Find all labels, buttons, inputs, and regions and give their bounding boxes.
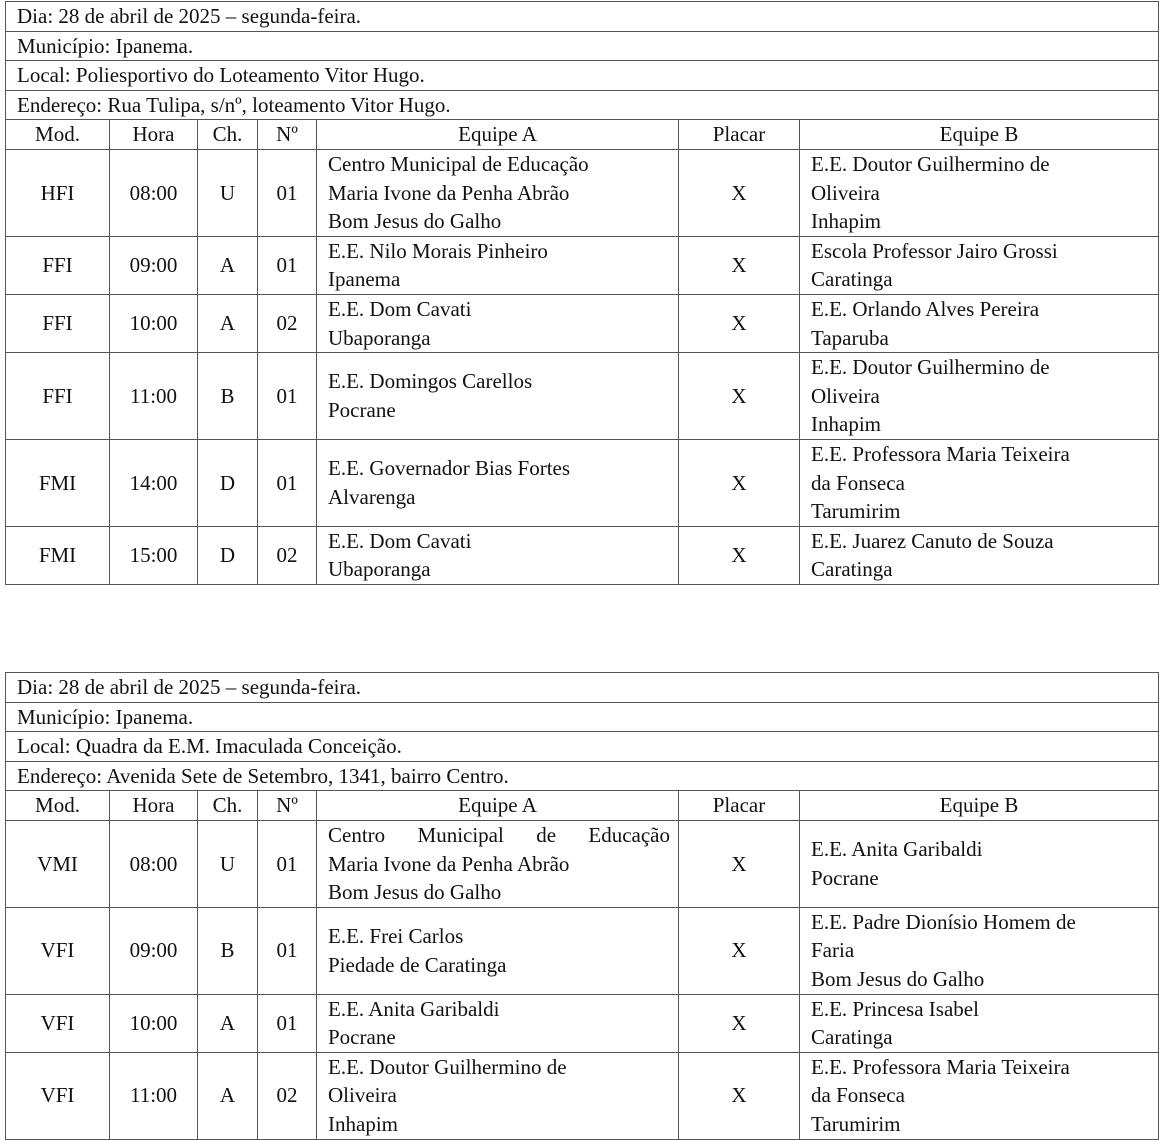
date-row: Dia: 28 de abril de 2025 – segunda-feira. (6, 673, 1159, 703)
team-name-line: E.E. Orlando Alves Pereira (811, 296, 1040, 321)
team-name-line: E.E. Professora Maria Teixeira (811, 1054, 1070, 1079)
col-header-ch: Ch. (198, 120, 258, 150)
team-b-cell (800, 236, 1159, 294)
match-row (6, 1052, 1159, 1139)
team-b-cell (800, 294, 1159, 352)
group-cell: B (198, 353, 258, 440)
modality-cell: FMI (6, 526, 110, 584)
time-cell: 11:00 (110, 353, 198, 440)
team-city: Bom Jesus do Galho (328, 209, 502, 234)
time-cell: 15:00 (110, 526, 198, 584)
municipality-row: Município: Ipanema. (6, 31, 1159, 61)
col-header-ch: Ch. (198, 791, 258, 821)
team-city: Inhapim (811, 209, 881, 234)
time-cell: 10:00 (110, 994, 198, 1052)
match-row (6, 236, 1159, 294)
team-a-cell (317, 149, 679, 236)
team-name-line: E.E. Doutor Guilhermino de (811, 151, 1050, 176)
group-cell: A (198, 994, 258, 1052)
time-cell: 09:00 (110, 236, 198, 294)
score-cell: X (679, 820, 800, 907)
team-b-cell (800, 439, 1159, 526)
team-city: Pocrane (811, 865, 879, 890)
match-number-cell: 01 (258, 820, 317, 907)
team-b-cell (800, 353, 1159, 440)
score-cell: X (679, 1052, 800, 1139)
team-city: Pocrane (328, 398, 396, 423)
team-name-line: E.E. Professora Maria Teixeira (811, 441, 1070, 466)
team-city: Caratinga (811, 1025, 893, 1050)
team-b-cell (800, 994, 1159, 1052)
match-number-cell: 01 (258, 236, 317, 294)
team-name-line: E.E. Dom Cavati (328, 296, 472, 321)
team-a-cell (317, 236, 679, 294)
municipality-row: Município: Ipanema. (6, 702, 1159, 732)
group-cell: U (198, 149, 258, 236)
match-number-cell: 01 (258, 994, 317, 1052)
team-name-line: Centro Municipal de Educação (328, 822, 670, 847)
team-city: Ipanema (328, 267, 401, 292)
modality-cell: VMI (6, 820, 110, 907)
score-cell: X (679, 907, 800, 994)
group-cell: A (198, 294, 258, 352)
team-name-line: Maria Ivone da Penha Abrão (328, 180, 570, 205)
address-row: Endereço: Avenida Sete de Setembro, 1341, bairro Centro. (6, 761, 1159, 791)
match-number-cell: 02 (258, 1052, 317, 1139)
col-header-placar: Placar (679, 791, 800, 821)
modality-cell: VFI (6, 994, 110, 1052)
match-row (6, 820, 1159, 907)
schedule-table-poliesportivo (5, 1, 1159, 585)
time-cell: 08:00 (110, 820, 198, 907)
team-city: Tarumirim (811, 1111, 901, 1136)
team-b-cell (800, 820, 1159, 907)
venue-row: Local: Quadra da E.M. Imaculada Conceição. (6, 732, 1159, 762)
team-name-line: E.E. Doutor Guilhermino de (328, 1054, 567, 1079)
score-cell: X (679, 353, 800, 440)
team-name-line: Oliveira (811, 180, 880, 205)
modality-cell: VFI (6, 907, 110, 994)
team-city: Bom Jesus do Galho (328, 880, 502, 905)
group-cell: A (198, 1052, 258, 1139)
team-a-cell (317, 907, 679, 994)
time-cell: 10:00 (110, 294, 198, 352)
match-row (6, 526, 1159, 584)
team-a-cell (317, 526, 679, 584)
team-a-cell (317, 994, 679, 1052)
col-header-mod: Mod. (6, 791, 110, 821)
col-header-hora: Hora (110, 120, 198, 150)
team-b-cell (800, 149, 1159, 236)
team-city: Inhapim (811, 412, 881, 437)
group-cell: D (198, 526, 258, 584)
date-row: Dia: 28 de abril de 2025 – segunda-feira. (6, 2, 1159, 32)
modality-cell: FFI (6, 294, 110, 352)
team-name-line: Escola Professor Jairo Grossi (811, 238, 1058, 263)
match-number-cell: 01 (258, 439, 317, 526)
team-city: Piedade de Caratinga (328, 952, 507, 977)
team-city: Caratinga (811, 557, 893, 582)
match-row (6, 994, 1159, 1052)
group-cell: A (198, 236, 258, 294)
score-cell: X (679, 236, 800, 294)
score-cell: X (679, 294, 800, 352)
time-cell: 08:00 (110, 149, 198, 236)
match-number-cell: 01 (258, 353, 317, 440)
match-number-cell: 01 (258, 907, 317, 994)
match-row (6, 294, 1159, 352)
group-cell: U (198, 820, 258, 907)
team-name-line: da Fonseca (811, 470, 905, 495)
team-name-line: E.E. Doutor Guilhermino de (811, 355, 1050, 380)
score-cell: X (679, 994, 800, 1052)
team-b-cell (800, 907, 1159, 994)
group-cell: D (198, 439, 258, 526)
team-city: Taparuba (811, 325, 889, 350)
team-name-line: E.E. Anita Garibaldi (811, 837, 983, 862)
team-name-line: E.E. Anita Garibaldi (328, 996, 500, 1021)
team-city: Alvarenga (328, 484, 416, 509)
team-b-cell (800, 1052, 1159, 1139)
col-header-equipe-b: Equipe B (800, 791, 1159, 821)
team-name-line: da Fonseca (811, 1083, 905, 1108)
team-a-cell (317, 294, 679, 352)
team-city: Ubaporanga (328, 557, 431, 582)
header-row (6, 791, 1159, 821)
match-number-cell: 02 (258, 526, 317, 584)
venue-row: Local: Poliesportivo do Loteamento Vitor Hugo. (6, 61, 1159, 91)
col-header-equipe-b: Equipe B (800, 120, 1159, 150)
team-name-line: Centro Municipal de Educação (328, 151, 589, 176)
team-b-cell (800, 526, 1159, 584)
modality-cell: FFI (6, 236, 110, 294)
col-header-num: Nº (258, 120, 317, 150)
header-row (6, 120, 1159, 150)
group-cell: B (198, 907, 258, 994)
score-cell: X (679, 149, 800, 236)
score-cell: X (679, 526, 800, 584)
team-city: Inhapim (328, 1111, 398, 1136)
time-cell: 09:00 (110, 907, 198, 994)
team-name-line: E.E. Nilo Morais Pinheiro (328, 238, 548, 263)
team-name-line: E.E. Dom Cavati (328, 528, 472, 553)
modality-cell: FFI (6, 353, 110, 440)
col-header-placar: Placar (679, 120, 800, 150)
team-a-cell (317, 1052, 679, 1139)
team-name-line: E.E. Governador Bias Fortes (328, 456, 571, 481)
team-city: Caratinga (811, 267, 893, 292)
team-name-line: E.E. Juarez Canuto de Souza (811, 528, 1054, 553)
time-cell: 14:00 (110, 439, 198, 526)
match-row (6, 907, 1159, 994)
col-header-equipe-a: Equipe A (317, 120, 679, 150)
time-cell: 11:00 (110, 1052, 198, 1139)
col-header-equipe-a: Equipe A (317, 791, 679, 821)
team-name-line: E.E. Padre Dionísio Homem de (811, 909, 1076, 934)
team-city: Tarumirim (811, 499, 901, 524)
team-a-cell (317, 439, 679, 526)
modality-cell: HFI (6, 149, 110, 236)
modality-cell: FMI (6, 439, 110, 526)
team-name-line: E.E. Domingos Carellos (328, 369, 533, 394)
team-name-line: Oliveira (328, 1083, 397, 1108)
team-name-line: Maria Ivone da Penha Abrão (328, 851, 570, 876)
team-city: Ubaporanga (328, 325, 431, 350)
match-number-cell: 02 (258, 294, 317, 352)
team-name-line: Oliveira (811, 383, 880, 408)
match-row (6, 353, 1159, 440)
match-number-cell: 01 (258, 149, 317, 236)
address-row: Endereço: Rua Tulipa, s/nº, loteamento Vitor Hugo. (6, 90, 1159, 120)
team-name-line: Faria (811, 938, 855, 963)
match-row (6, 149, 1159, 236)
modality-cell: VFI (6, 1052, 110, 1139)
schedule-table-quadra (5, 672, 1159, 1140)
team-city: Bom Jesus do Galho (811, 966, 985, 991)
team-city: Pocrane (328, 1025, 396, 1050)
team-a-cell (317, 820, 679, 907)
score-cell: X (679, 439, 800, 526)
team-name-line: E.E. Frei Carlos (328, 924, 464, 949)
col-header-num: Nº (258, 791, 317, 821)
team-a-cell (317, 353, 679, 440)
col-header-mod: Mod. (6, 120, 110, 150)
col-header-hora: Hora (110, 791, 198, 821)
team-name-line: E.E. Princesa Isabel (811, 996, 979, 1021)
match-row (6, 439, 1159, 526)
